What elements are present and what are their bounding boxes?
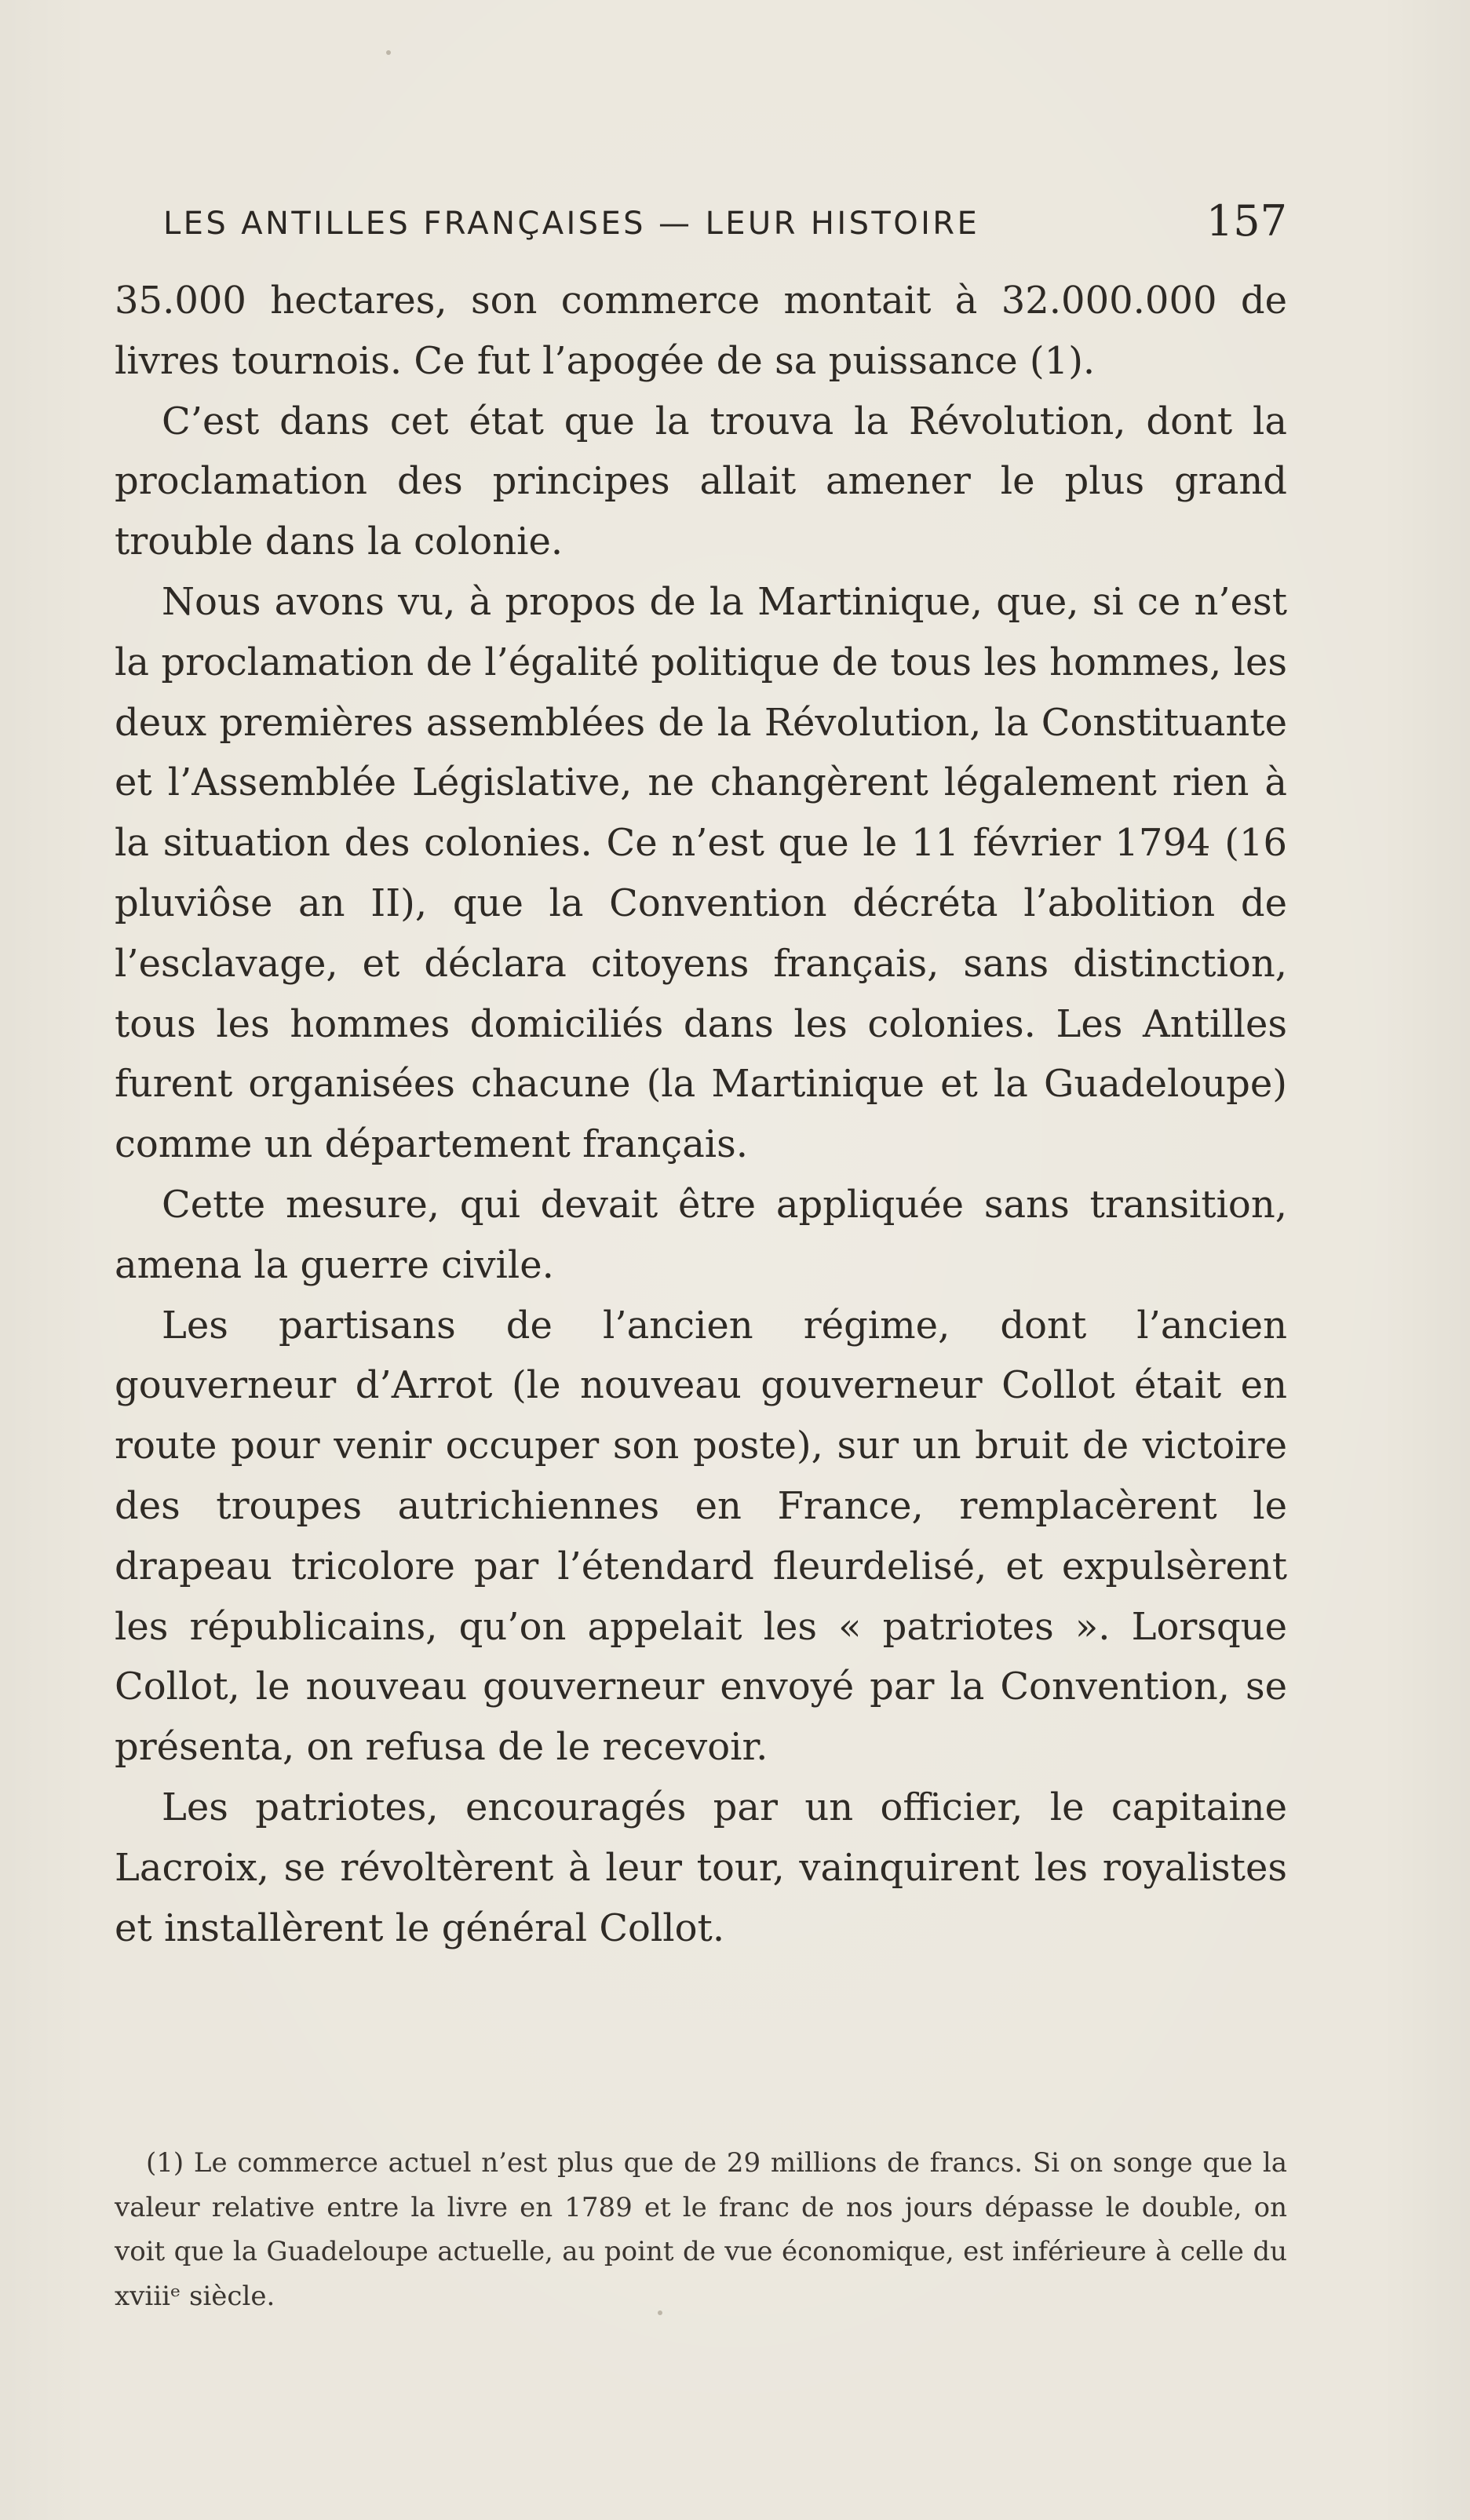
paragraph: Les partisans de l’ancien régime, dont l’ancien gouverneur d’Arrot (le nouveau gouverneur Collot était en route pour venir occuper son poste), sur un bruit de victoire des troupes autrichiennes en France, remplacèrent le drapeau tricolore par l’étendard fleurdelisé, et expulsèrent les républicains, qu’on appelait les « patriotes ». Lorsque Collot, le nouveau gouverneur envoyé par la Convention, se présenta, on refusa de le recevoir. [115, 1303, 1287, 1770]
page-header [118, 196, 1287, 246]
footnote: (1) Le commerce actuel n’est plus que de 29 millions de francs. Si on songe que la valeur relative entre la livre en 1789 et le franc de nos jours dépasse le double, on voit que la Guadeloupe actuelle, au point de vue économique, est inférieure à celle du xviiiᵉ siècle. [115, 2147, 1287, 2312]
paragraph: Les patriotes, encouragés par un officier, le capitaine Lacroix, se révoltèrent à leur tour, vainquirent les royalistes et installèrent le général Collot. [115, 1785, 1287, 1950]
main-text [115, 271, 1287, 1958]
paper-speck [386, 50, 391, 55]
paragraph-continued: 35.000 hectares, son commerce montait à 32.000.000 de livres tournois. Ce fut l’apogée de sa puissance (1). [115, 279, 1287, 383]
paragraph: Nous avons vu, à propos de la Martinique, que, si ce n’est la proclamation de l’égalité politique de tous les hommes, les deux premières assemblées de la Révolution, la Constituante et l’Assemblée Législative, ne changèrent légalement rien à la situation des colonies. Ce n’est que le 11 février 1794 (16 pluviôse an II), que la Convention décréta l’abolition de l’esclavage, et déclara citoyens français, sans distinction, tous les hommes domiciliés dans les colonies. Les Antilles furent organisées chacune (la Martinique et la Guadeloupe) comme un département français. [115, 579, 1287, 1167]
running-title: LES ANTILLES FRANÇAISES — LEUR HISTOIRE [163, 206, 980, 242]
paragraph: C’est dans cet état que la trouva la Révolution, dont la proclamation des principes allait amener le plus grand trouble dans la colonie. [115, 399, 1287, 564]
paragraph: Cette mesure, qui devait être appliquée sans transition, amena la guerre civile. [115, 1182, 1287, 1287]
page-number: 157 [1206, 196, 1287, 246]
